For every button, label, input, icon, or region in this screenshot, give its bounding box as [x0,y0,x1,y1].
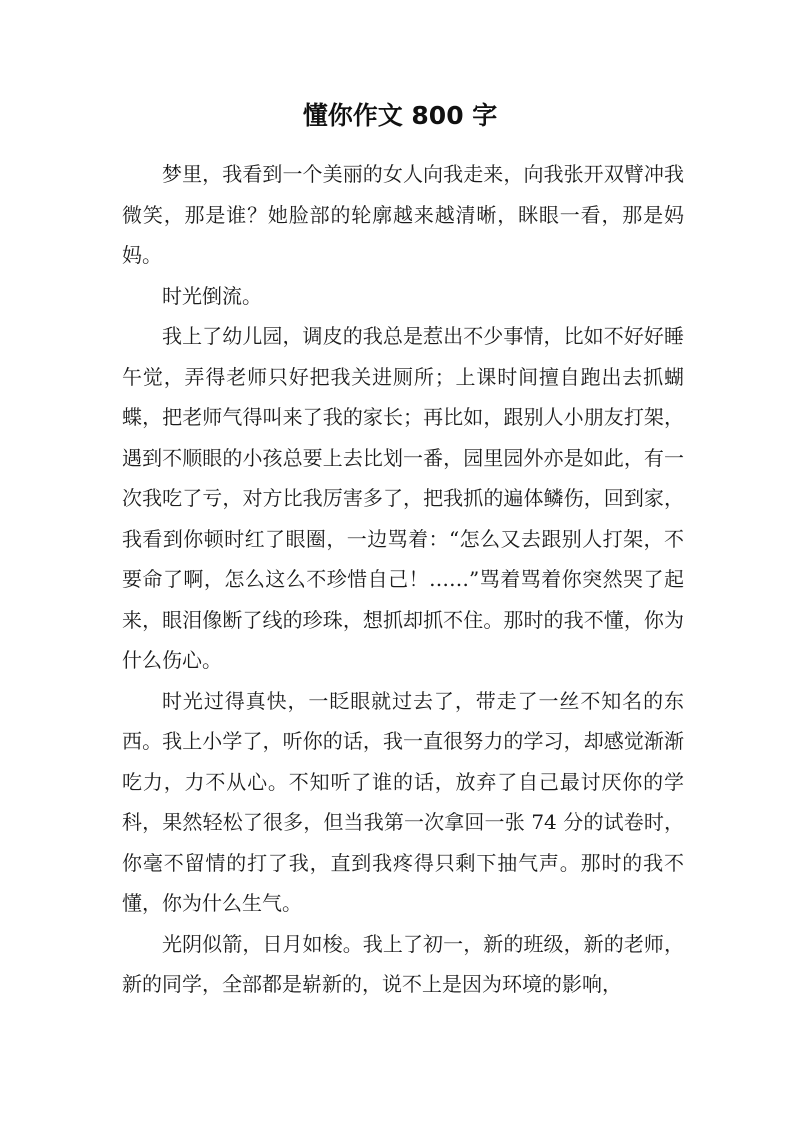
paragraph-5: 光阴似箭，日月如梭。我上了初一，新的班级，新的老师，新的同学，全部都是崭新的，说不上是因为环境的影响， [122,931,684,996]
paragraph-1: 梦里，我看到一个美丽的女人向我走来，向我张开双臂冲我微笑，那是谁？她脸部的轮廓越来越清晰，眯眼一看，那是妈妈。 [122,162,684,267]
paragraph-2: 时光倒流。 [162,283,262,308]
essay-title: 懂你作文 800 字 [302,101,498,130]
paragraph-3: 我上了幼儿园，调皮的我总是惹出不少事情，比如不好好睡午觉，弄得老师只好把我关进厕所；上课时间擅自跑出去抓蝴蝶，把老师气得叫来了我的家长；再比如，跟别人小朋友打架，遇到不顺眼的小孩总要上去比划一番，园里园外亦是如此，有一次我吃了亏，对方比我厉害多了，把我抓的遍体鳞伤，回到家，我看到你顿时红了眼圈，一边骂着：“怎么又去跟别人打架，不要命了啊，怎么这么不珍惜自己！……”骂着骂着你突然哭了起来，眼泪像断了线的珍珠，想抓却抓不住。那时的我不懂，你为什么伤心。 [122,324,684,672]
essay-body [122,154,684,1005]
paragraph-4: 时光过得真快，一眨眼就过去了，带走了一丝不知名的东西。我上小学了，听你的话，我一直很努力的学习，却感觉渐渐吃力，力不从心。不知听了谁的话，放弃了自己最讨厌你的学科，果然轻松了很多，但当我第一次拿回一张 74 分的试卷时，你毫不留情的打了我，直到我疼得只剩下抽气声。那时的我不懂，你为什么生气。 [122,688,684,915]
